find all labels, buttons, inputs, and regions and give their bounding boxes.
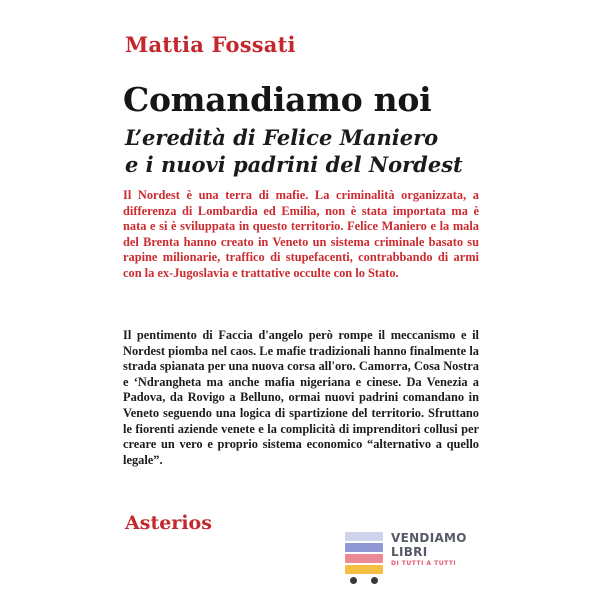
badge-line-vendiamo: VENDIAMO: [391, 531, 467, 545]
vendiamo-libri-badge: [341, 528, 467, 590]
subtitle-line: e i nuovi padrini del Nordest: [125, 152, 463, 177]
book-stack-bar: [345, 565, 383, 574]
blurb-main: Il pentimento di Faccia d'angelo però rompe il meccanismo e il Nordest piomba nel caos. Le mafie tradizionali hanno finalmente la strada spianata per una nuova corsa all'oro. Camorra, Cosa Nostra e ‘Ndrangheta ma anche mafia nigeriana e cinese. Da Venezia a Padova, da Rovigo a Belluno, ormai nuovi padrini comandano in Veneto seguendo una logica di spartizione del territorio. Sfruttano le fiorenti aziende venete e la complicità di imprenditori collusi per creare un vero e proprio sistema economico “alternativo a quello legale”.: [123, 328, 479, 467]
cart-wheel: [371, 577, 378, 584]
book-cover: [105, 0, 495, 600]
book-stack-bar: [345, 543, 383, 552]
book-stack-bar: [345, 532, 383, 541]
book-subtitle: [125, 124, 495, 178]
cart-wheel: [350, 577, 357, 584]
badge-text: [391, 531, 467, 569]
subtitle-line: L’eredità di Felice Maniero: [125, 125, 439, 150]
badge-line-libri: LIBRI: [391, 545, 428, 559]
publisher-name: Asterios: [125, 512, 212, 534]
book-author: Mattia Fossati: [125, 32, 296, 57]
book-title: Comandiamo noi: [123, 80, 432, 119]
book-stack-bar: [345, 554, 383, 563]
badge-tagline: DI TUTTI A TUTTI: [391, 560, 457, 567]
blurb-intro: Il Nordest è una terra di mafie. La criminalità organizzata, a differenza di Lombardia ed Emilia, non è stata importata ma è nata e si è sviluppata in questo territorio. Felice Maniero e la mala del Brenta hanno creato in Veneto un sistema criminale basato su rapine milionarie, traffico di stupefacenti, contrabbando di armi con la ex-Jugoslavia e trattative occulte con lo Stato.: [123, 188, 479, 280]
book-cart-icon: [341, 528, 387, 590]
